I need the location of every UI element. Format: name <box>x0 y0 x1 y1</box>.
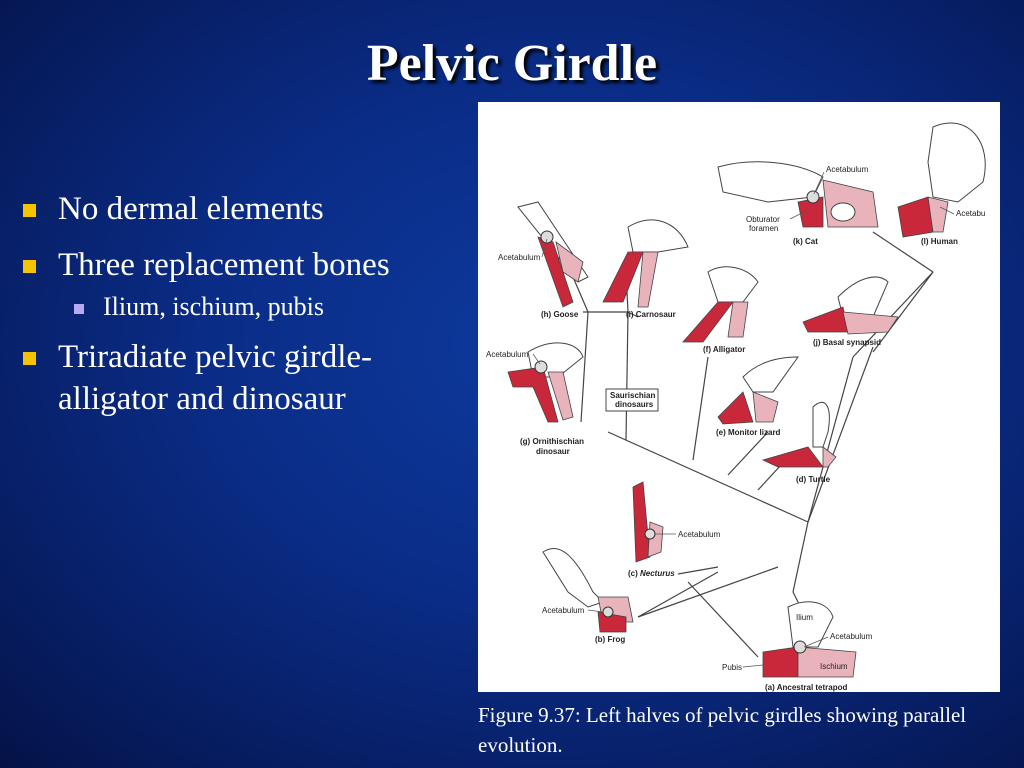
label-acetabulum-necturus: Acetabulum <box>678 530 721 539</box>
label-saurischian: Saurischian <box>610 391 656 400</box>
figure-caption: Figure 9.37: Left halves of pelvic girdles showing parallel evolution. <box>478 703 967 757</box>
human-pelvis-drawing <box>898 123 985 237</box>
carnosaur-pelvis-drawing <box>603 220 688 307</box>
label-cat: (k) Cat <box>793 237 818 246</box>
bullet-marker <box>23 352 36 365</box>
label-frog: (b) Frog <box>595 635 626 644</box>
pelvic-girdle-phylogeny-diagram <box>478 102 1000 692</box>
label-carnosaur: (i) Carnosaur <box>626 310 676 319</box>
label-pubis: Pubis <box>722 663 743 672</box>
alligator-pelvis-drawing <box>683 267 758 342</box>
label-acetabulum-human: Acetabu <box>956 209 986 218</box>
label-acetabulum-ancestral: Acetabulum <box>830 632 873 641</box>
label-acetabulum-goose: Acetabulum <box>498 253 541 262</box>
label-ornithischian: (g) Ornithischian <box>520 437 584 446</box>
basal-synapsid-pelvis-drawing <box>803 277 898 334</box>
label-goose: (h) Goose <box>541 310 579 319</box>
label-ornithischian-2: dinosaur <box>536 447 570 456</box>
label-obturator: Obturator <box>746 215 780 224</box>
label-alligator: (f) Alligator <box>703 345 746 354</box>
bullet-list <box>20 188 460 434</box>
frog-pelvis-drawing <box>543 548 633 632</box>
bullet-text: No dermal elements <box>58 191 324 227</box>
label-ilium: Ilium <box>796 613 813 622</box>
bullet-item <box>20 244 460 286</box>
sub-bullet-text: Ilium, ischium, pubis <box>103 292 324 321</box>
label-monitor-lizard: (e) Monitor lizard <box>716 428 781 437</box>
figure-panel <box>478 102 1000 692</box>
label-human: (l) Human <box>921 237 958 246</box>
label-acetabulum-ornithischian: Acetabulum <box>486 350 529 359</box>
bullet-text: Triradiate pelvic girdle-alligator and dinosaur <box>58 339 373 417</box>
label-necturus: (c) Necturus <box>628 569 675 578</box>
slide-title: Pelvic Girdle <box>366 35 658 92</box>
bullet-text: Three replacement bones <box>58 247 390 283</box>
bullet-marker <box>23 204 36 217</box>
sub-bullet-marker <box>74 304 84 314</box>
label-acetabulum-frog: Acetabulum <box>542 606 585 615</box>
label-turtle: (d) Turtle <box>796 475 831 484</box>
label-saurischian-2: dinosaurs <box>615 400 654 409</box>
bullet-item <box>20 336 460 420</box>
label-ischium: Ischium <box>820 662 848 671</box>
label-acetabulum-cat: Acetabulum <box>826 165 869 174</box>
sub-bullet-item <box>20 290 460 324</box>
label-ancestral-tetrapod: (a) Ancestral tetrapod <box>765 683 848 692</box>
bullet-item <box>20 188 460 230</box>
necturus-pelvis-drawing <box>633 482 663 562</box>
bullet-marker <box>23 260 36 273</box>
monitor-lizard-pelvis-drawing <box>718 357 798 424</box>
label-obturator-2: foramen <box>749 224 779 233</box>
label-basal-synapsid: (j) Basal synapsid <box>813 338 882 347</box>
